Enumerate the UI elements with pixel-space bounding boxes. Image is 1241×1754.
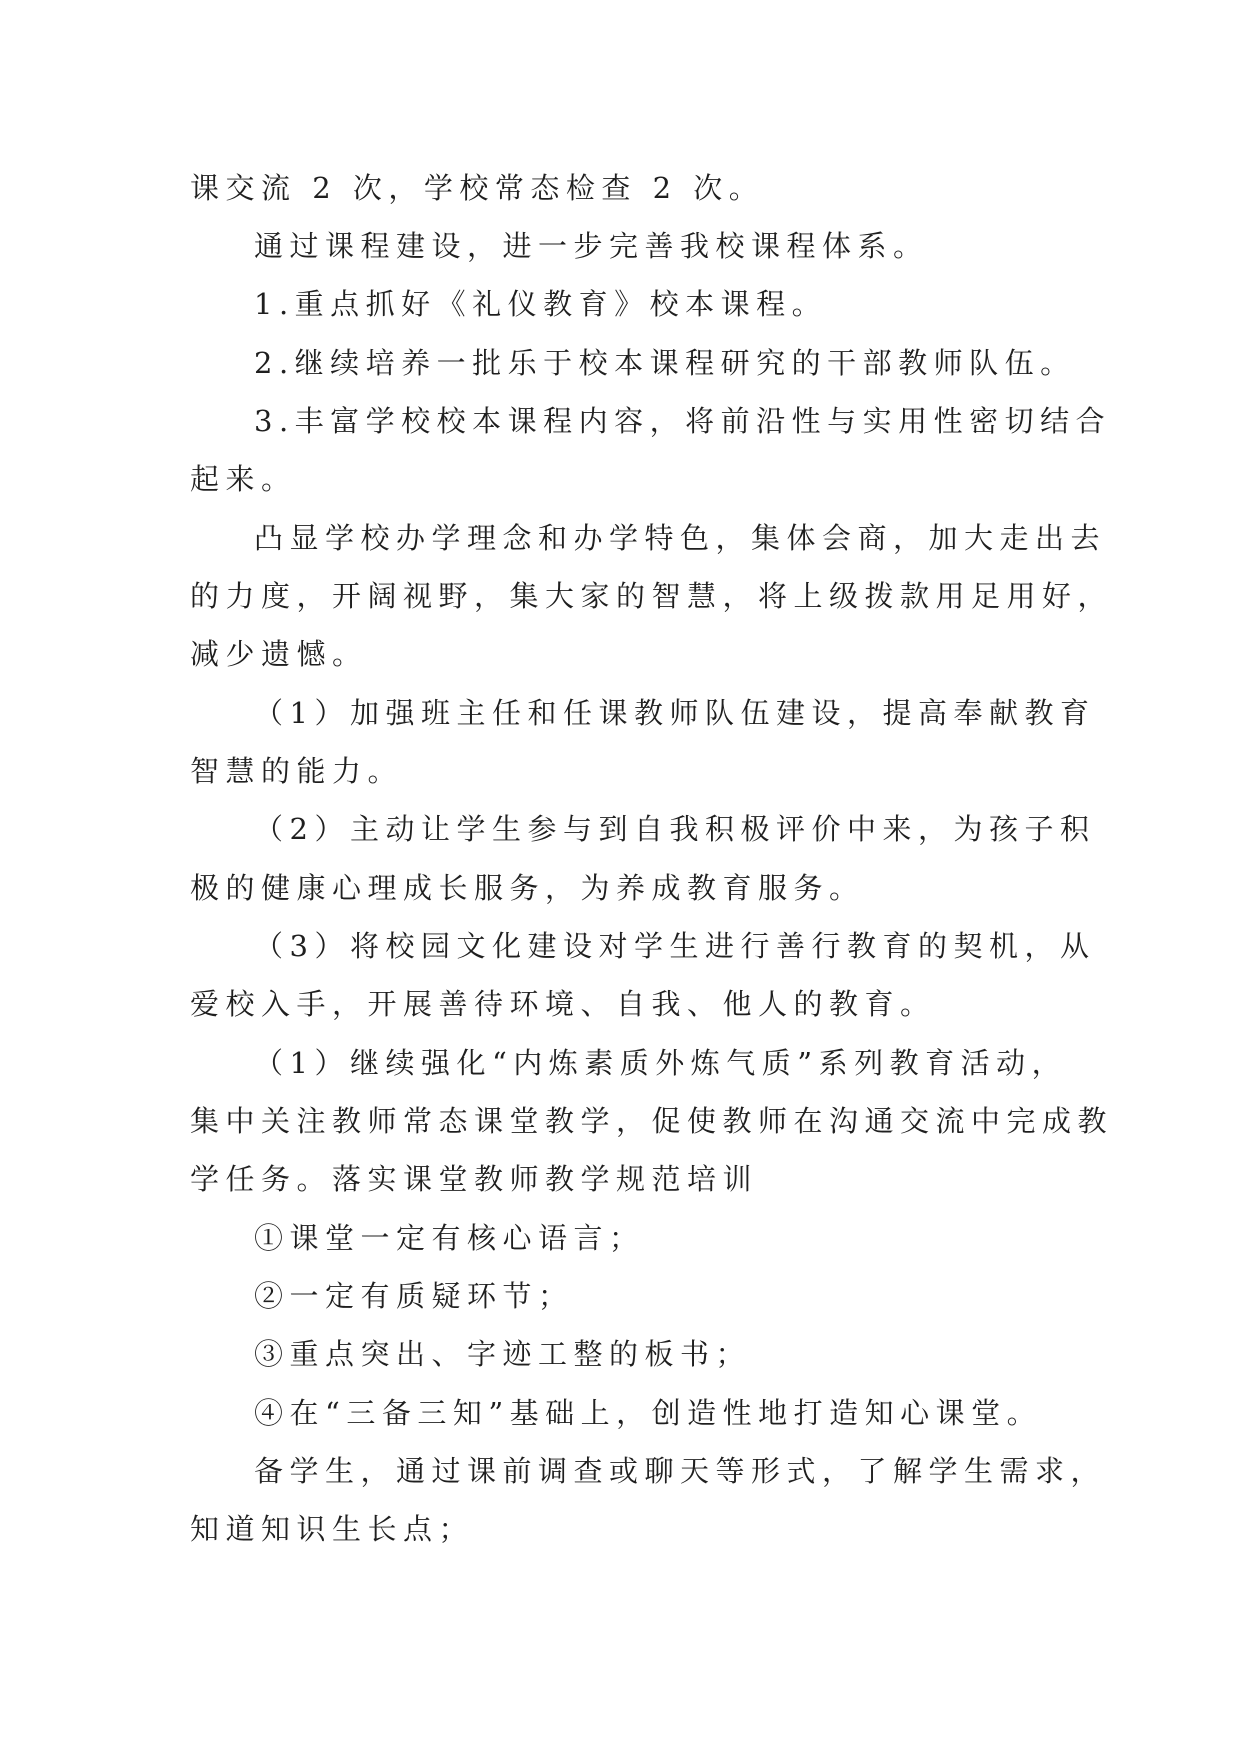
text-line: 通过课程建设，进一步完善我校课程体系。 — [254, 229, 929, 263]
text-line: （1）继续强化“内炼素质外炼气质”系列教育活动， — [254, 1046, 1068, 1080]
text-line: 知道知识生长点； — [190, 1512, 475, 1546]
text-line: 凸显学校办学理念和办学特色，集体会商，加大走出去 — [254, 521, 1107, 555]
text-line: 备学生，通过课前调查或聊天等形式，了解学生需求， — [254, 1454, 1107, 1488]
text-line: 爱校入手，开展善待环境、自我、他人的教育。 — [190, 987, 936, 1021]
text-line: 集中关注教师常态课堂教学，促使教师在沟通交流中完成教 — [190, 1104, 1114, 1138]
text-line: ①课堂一定有核心语言； — [254, 1221, 645, 1255]
text-line: 3.丰富学校校本课程内容，将前沿性与实用性密切结合 — [254, 404, 1112, 438]
text-line: ②一定有质疑环节； — [254, 1279, 574, 1313]
text-line: （3）将校园文化建设对学生进行善行教育的契机，从 — [254, 929, 1096, 963]
text-line: ④在“三备三知”基础上，创造性地打造知心课堂。 — [254, 1396, 1043, 1430]
text-line: 智慧的能力。 — [190, 754, 404, 788]
text-line: 起来。 — [190, 462, 297, 496]
text-line: （2）主动让学生参与到自我积极评价中来，为孩子积 — [254, 812, 1096, 846]
text-line: 极的健康心理成长服务，为养成教育服务。 — [190, 871, 865, 905]
text-line: 减少遗憾。 — [190, 637, 368, 671]
text-line: 的力度，开阔视野，集大家的智慧，将上级拨款用足用好， — [190, 579, 1114, 613]
text-line: 课交流 2 次，学校常态检查 2 次。 — [190, 171, 765, 205]
text-line: 学任务。落实课堂教师教学规范培训 — [190, 1162, 759, 1196]
text-line: 2.继续培养一批乐于校本课程研究的干部教师队伍。 — [254, 346, 1076, 380]
text-line: 1.重点抓好《礼仪教育》校本课程。 — [254, 287, 828, 321]
text-line: ③重点突出、字迹工整的板书； — [254, 1337, 752, 1371]
text-line: （1）加强班主任和任课教师队伍建设，提高奉献教育 — [254, 696, 1096, 730]
